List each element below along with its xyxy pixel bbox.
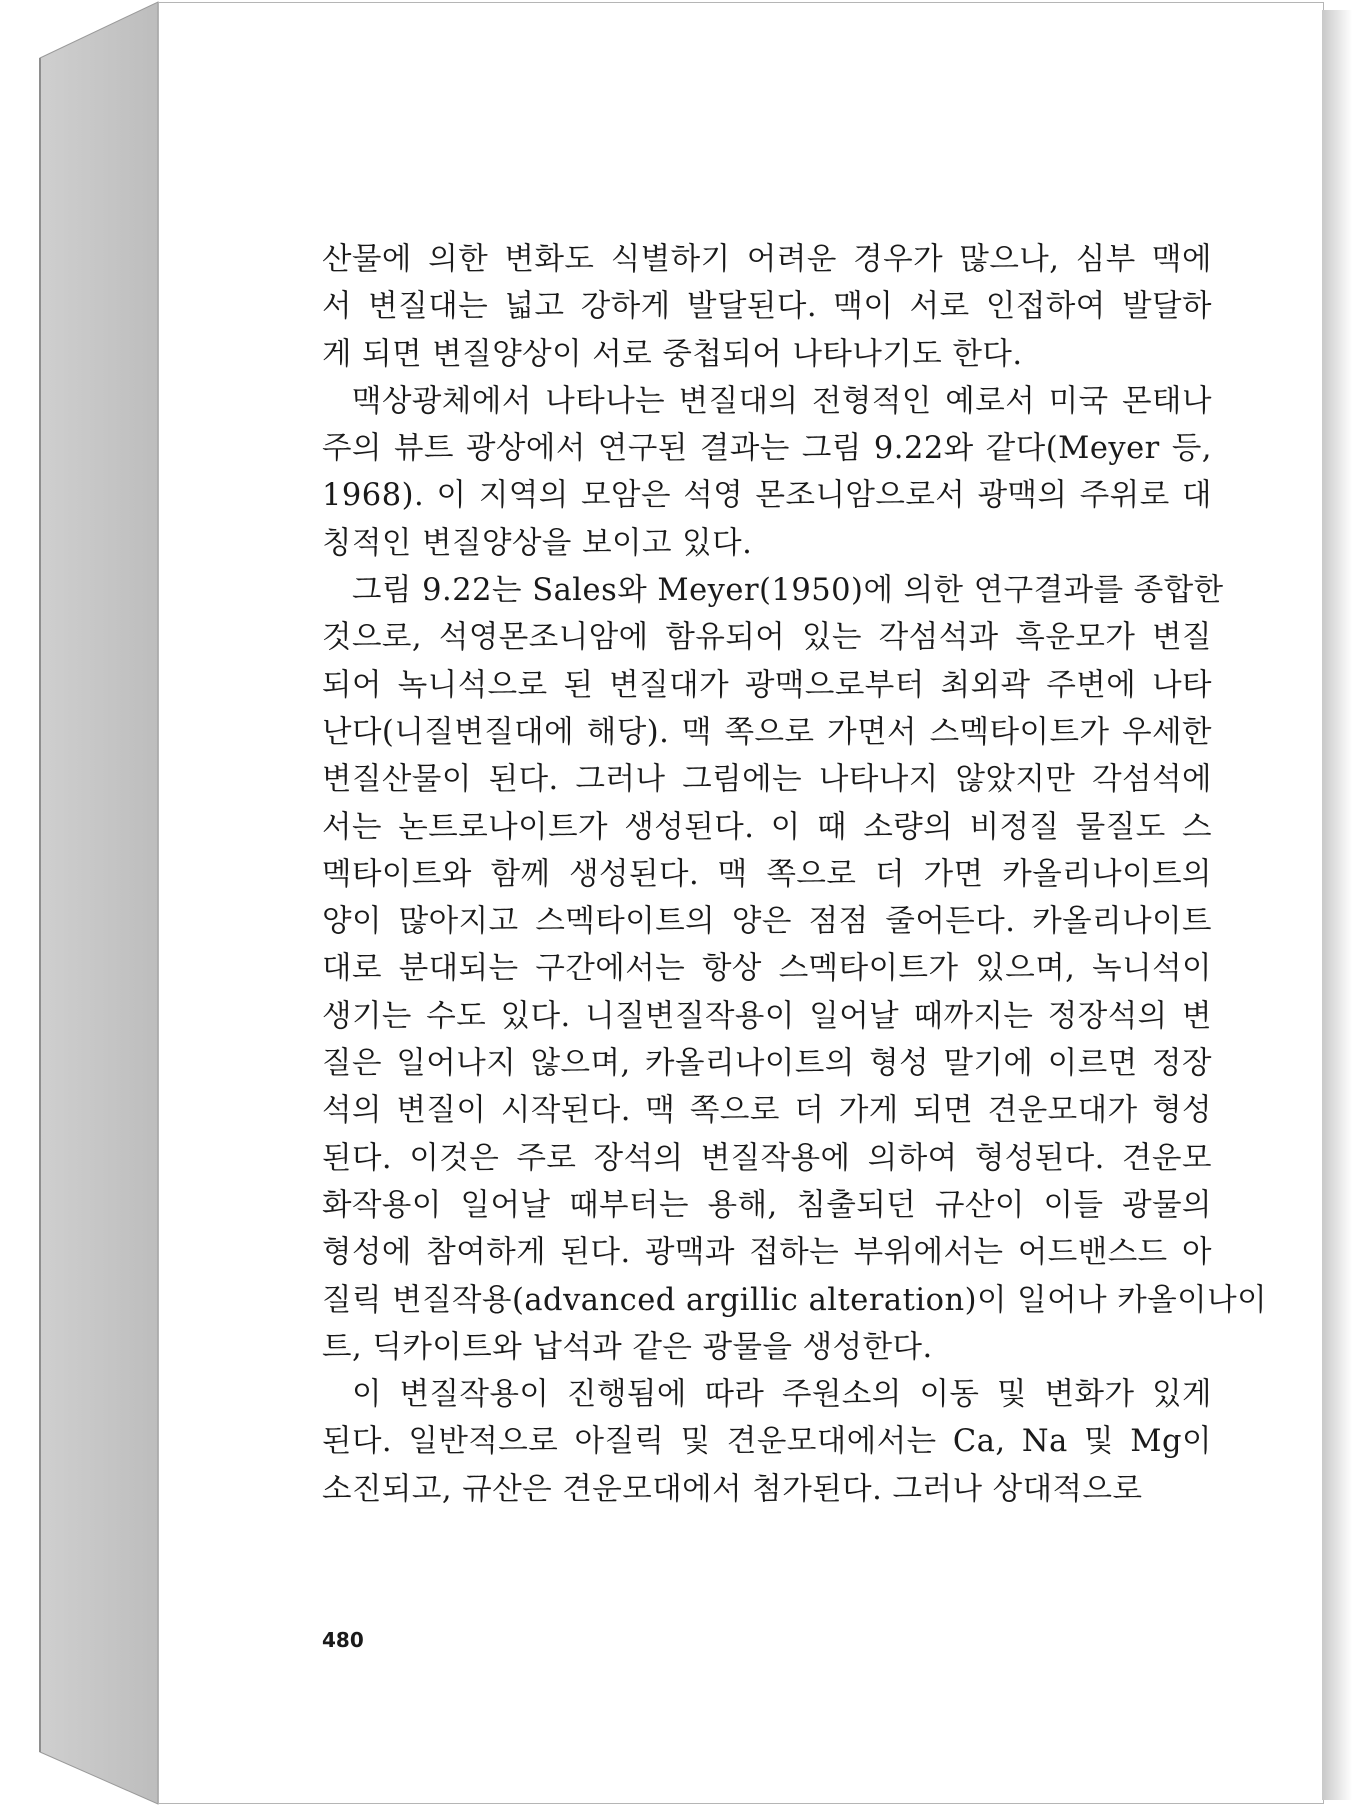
text-line: 소진되고, 규산은 견운모대에서 첨가된다. 그러나 상대적으로 <box>322 1471 1143 1507</box>
text-line: 되어 녹니석으로 된 변질대가 광맥으로부터 최외곽 주변에 나타 <box>322 667 1212 703</box>
text-line: 게 되면 변질양상이 서로 중첩되어 나타나기도 한다. <box>322 336 1023 372</box>
text-line: 이 변질작용이 진행됨에 따라 주원소의 이동 및 변화가 있게 <box>352 1377 1212 1413</box>
text-line: 된다. 일반적으로 아질릭 및 견운모대에서는 Ca, Na 및 Mg이 <box>322 1424 1212 1460</box>
body-text <box>322 236 1268 1513</box>
text-line: 질릭 변질작용(advanced argillic alteration)이 일어나 카올이나이 <box>322 1282 1268 1318</box>
text-line: 주의 뷰트 광상에서 연구된 결과는 그림 9.22와 같다(Meyer 등, <box>322 431 1212 467</box>
text-line: 대로 분대되는 구간에서는 항상 스멕타이트가 있으며, 녹니석이 <box>322 951 1212 987</box>
text-line: 1968). 이 지역의 모암은 석영 몬조니암으로서 광맥의 주위로 대 <box>322 478 1212 514</box>
text-line: 생기는 수도 있다. 니질변질작용이 일어날 때까지는 정장석의 변 <box>322 998 1212 1034</box>
text-line: 그림 9.22는 Sales와 Meyer(1950)에 의한 연구결과를 종합한 <box>352 573 1224 609</box>
text-line: 맥상광체에서 나타나는 변질대의 전형적인 예로서 미국 몬태나 <box>352 383 1212 419</box>
text-line: 석의 변질이 시작된다. 맥 쪽으로 더 가게 되면 견운모대가 형성 <box>322 1093 1212 1129</box>
book-spine-side <box>40 2 158 1804</box>
text-line: 화작용이 일어날 때부터는 용해, 침출되던 규산이 이들 광물의 <box>322 1187 1212 1223</box>
text-line: 멕타이트와 함께 생성된다. 맥 쪽으로 더 가면 카올리나이트의 <box>322 856 1212 892</box>
text-line: 것으로, 석영몬조니암에 함유되어 있는 각섬석과 흑운모가 변질 <box>322 620 1212 656</box>
paragraph <box>322 567 1268 1371</box>
text-line: 된다. 이것은 주로 장석의 변질작용에 의하여 형성된다. 견운모 <box>322 1140 1212 1176</box>
paragraph <box>322 1371 1212 1513</box>
text-line: 질은 일어나지 않으며, 카올리나이트의 형성 말기에 이르면 정장 <box>322 1046 1212 1082</box>
text-line: 형성에 참여하게 된다. 광맥과 접하는 부위에서는 어드밴스드 아 <box>322 1235 1212 1271</box>
text-line: 변질산물이 된다. 그러나 그림에는 나타나지 않았지만 각섬석에 <box>322 762 1212 798</box>
paragraph <box>322 378 1212 567</box>
page-number: 480 <box>322 1628 364 1652</box>
text-line: 서는 논트로나이트가 생성된다. 이 때 소량의 비정질 물질도 스 <box>322 809 1212 845</box>
text-line: 난다(니질변질대에 해당). 맥 쪽으로 가면서 스멕타이트가 우세한 <box>322 714 1212 750</box>
page-edge-shadow <box>1322 10 1352 1800</box>
text-line: 트, 딕카이트와 납석과 같은 광물을 생성한다. <box>322 1329 933 1365</box>
text-line: 양이 많아지고 스멕타이트의 양은 점점 줄어든다. 카올리나이트 <box>322 904 1212 940</box>
paragraph <box>322 236 1212 378</box>
text-line: 산물에 의한 변화도 식별하기 어려운 경우가 많으나, 심부 맥에 <box>322 242 1212 277</box>
text-line: 칭적인 변질양상을 보이고 있다. <box>322 525 753 561</box>
text-line: 서 변질대는 넓고 강하게 발달된다. 맥이 서로 인접하여 발달하 <box>322 289 1212 325</box>
